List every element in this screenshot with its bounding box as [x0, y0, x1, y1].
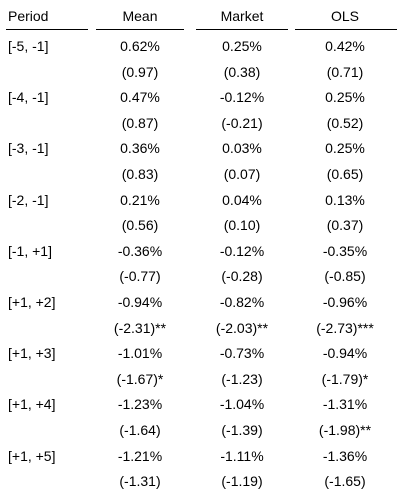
cell-mean: (0.56)	[121, 217, 159, 234]
cell-period: [+1, +2]	[8, 294, 56, 310]
table-row	[0, 392, 405, 416]
cell-market: -0.73%	[219, 345, 265, 362]
cell-ols: -1.31%	[322, 396, 368, 413]
table-row	[0, 444, 405, 468]
table-row	[0, 418, 405, 442]
cell-period: [+1, +4]	[8, 396, 56, 413]
cell-mean: (0.83)	[121, 166, 159, 182]
cell-market: (-1.19)	[221, 473, 263, 490]
table-row	[0, 111, 405, 135]
table-row	[0, 290, 405, 314]
cell-market: -1.11%	[220, 447, 264, 464]
cell-mean: 0.21%	[120, 191, 160, 208]
cell-market: 0.25%	[222, 38, 262, 54]
cell-period: [-1, +1]	[8, 242, 52, 259]
cell-ols: -0.96%	[322, 294, 368, 310]
table-row	[0, 239, 405, 263]
cell-market: (-0.21)	[221, 114, 263, 131]
cell-ols: 0.25%	[325, 89, 365, 106]
cell-mean: -0.94%	[117, 294, 163, 310]
header-rule-period	[6, 29, 88, 30]
cell-ols: (0.65)	[326, 166, 364, 182]
cell-market: (-1.23)	[221, 370, 263, 387]
cell-mean: -1.23%	[117, 396, 163, 413]
table-row	[0, 162, 405, 186]
cell-mean: 0.36%	[120, 140, 160, 157]
cell-ols: (-1.65)	[324, 473, 366, 490]
cell-mean: (0.87)	[121, 114, 159, 131]
cell-market: 0.03%	[222, 140, 262, 157]
table-row	[0, 316, 405, 340]
cell-period: [-2, -1]	[8, 191, 49, 208]
cell-mean: (-2.31)**	[113, 319, 167, 336]
table-row	[0, 85, 405, 109]
cell-ols: 0.25%	[325, 140, 365, 157]
header-rule-mean	[96, 29, 184, 30]
cell-market: -0.82%	[219, 294, 265, 310]
cell-ols: (0.52)	[326, 114, 364, 131]
cell-ols: (0.37)	[326, 217, 364, 234]
cell-ols: -0.94%	[322, 345, 368, 362]
header-market: Market	[220, 8, 264, 24]
table-row	[0, 188, 405, 212]
cell-period: [+1, +5]	[8, 447, 56, 464]
cell-market: -0.12%	[219, 89, 265, 106]
cell-mean: (-1.64)	[119, 422, 161, 438]
cell-ols: (-1.98)**	[318, 422, 372, 438]
cell-mean: (-1.67)*	[116, 370, 164, 387]
cell-period: [-4, -1]	[8, 89, 49, 106]
cell-ols: (-2.73)***	[316, 319, 374, 336]
cell-mean: (0.97)	[121, 63, 159, 80]
table-row	[0, 136, 405, 160]
cell-market: (-1.39)	[221, 422, 263, 438]
cell-market: (0.07)	[223, 166, 261, 182]
table-row	[0, 341, 405, 365]
cell-period: [+1, +3]	[8, 345, 56, 362]
table-row	[0, 213, 405, 237]
table-row	[0, 367, 405, 391]
cell-mean: (-0.77)	[119, 268, 161, 285]
cell-mean: -0.36%	[117, 242, 163, 259]
cell-market: (0.38)	[223, 63, 261, 80]
table-header	[0, 4, 405, 28]
table-row	[0, 60, 405, 84]
header-rule-market	[196, 29, 288, 30]
cell-mean: -1.21%	[117, 447, 163, 464]
cell-ols: (-1.79)*	[321, 370, 369, 387]
cell-mean: (-1.31)	[119, 473, 161, 490]
cell-period: [-5, -1]	[8, 38, 49, 54]
cell-market: -0.12%	[219, 242, 265, 259]
cell-market: 0.04%	[222, 191, 262, 208]
cell-ols: -0.35%	[322, 242, 368, 259]
cell-mean: 0.47%	[120, 89, 160, 106]
cell-ols: (0.71)	[326, 63, 364, 80]
cell-ols: 0.42%	[325, 38, 365, 54]
cell-market: (-2.03)**	[215, 319, 269, 336]
cell-period: [-3, -1]	[8, 140, 49, 157]
cell-mean: -1.01%	[117, 345, 163, 362]
table-row	[0, 469, 405, 493]
cell-ols: (-0.85)	[324, 268, 366, 285]
cell-market: -1.04%	[219, 396, 265, 413]
header-ols: OLS	[330, 8, 359, 24]
cell-ols: 0.13%	[325, 191, 365, 208]
cell-mean: 0.62%	[120, 38, 160, 54]
cell-ols: -1.36%	[322, 447, 368, 464]
header-rule-ols	[295, 29, 397, 30]
table-row	[0, 34, 405, 58]
cell-market: (-0.28)	[221, 268, 263, 285]
header-mean: Mean	[122, 8, 158, 24]
header-period: Period	[8, 8, 49, 24]
cell-market: (0.10)	[223, 217, 261, 234]
table-row	[0, 264, 405, 288]
